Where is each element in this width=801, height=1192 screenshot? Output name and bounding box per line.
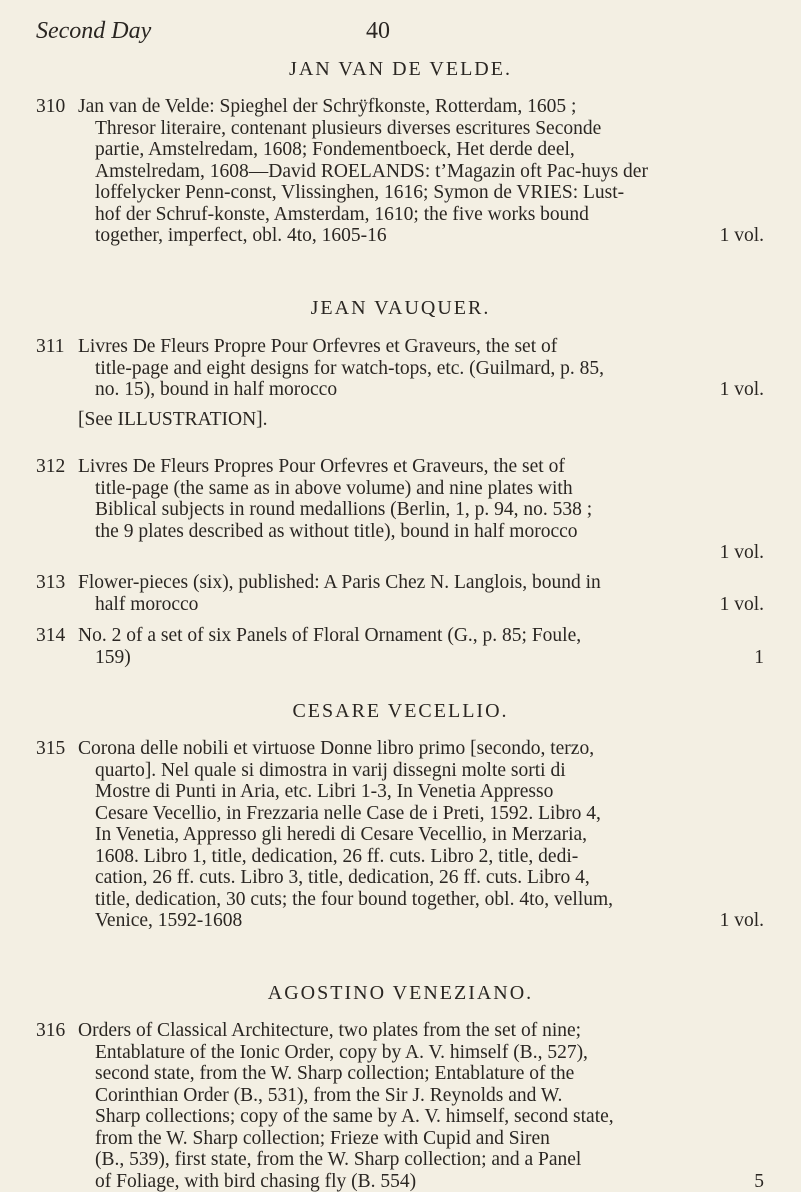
section-heading-veneziano: AGOSTINO VENEZIANO. xyxy=(0,982,801,1005)
lot-entry-316 xyxy=(78,1020,764,1192)
entry-line: No. 2 of a set of six Panels of Floral Ornament (G., p. 85; Foule, xyxy=(78,625,764,647)
entry-line: partie, Amstelredam, 1608; Fondementboeck, Het derde deel, xyxy=(78,139,764,161)
entry-line: title-page and eight designs for watch-tops, etc. (Guilmard, p. 85, xyxy=(78,358,764,380)
lot-number-313: 313 xyxy=(36,572,92,594)
running-head-day: Second Day xyxy=(36,18,151,45)
entry-line: Orders of Classical Architecture, two plates from the set of nine; xyxy=(78,1020,764,1042)
entry-line: title-page (the same as in above volume) and nine plates with xyxy=(78,478,764,500)
entry-line-text: Venice, 1592-1608 xyxy=(95,910,242,931)
volume-count: 1 vol. xyxy=(720,379,764,401)
lot-number-310: 310 xyxy=(36,96,92,118)
entry-line: Livres De Fleurs Propre Pour Orfevres et Graveurs, the set of xyxy=(78,336,764,358)
page-header xyxy=(36,18,765,48)
entry-line: second state, from the W. Sharp collection; Entablature of the xyxy=(78,1063,764,1085)
entry-line-text: of Foliage, with bird chasing fly (B. 554) xyxy=(95,1171,416,1192)
entry-line-last xyxy=(78,379,764,401)
entry-line: Livres De Fleurs Propres Pour Orfevres et Graveurs, the set of xyxy=(78,456,764,478)
lot-entry-313 xyxy=(78,572,764,615)
entry-line: Mostre di Punti in Aria, etc. Libri 1-3, In Venetia Appresso xyxy=(78,781,764,803)
lot-entry-311 xyxy=(78,336,764,430)
entry-line: (B., 539), first state, from the W. Sharp collection; and a Panel xyxy=(78,1149,764,1171)
entry-line: Entablature of the Ionic Order, copy by A. V. himself (B., 527), xyxy=(78,1042,764,1064)
lot-entry-312 xyxy=(78,456,764,564)
lot-number-311: 311 xyxy=(36,336,92,358)
entry-line: Amstelredam, 1608—David ROELANDS: t’Magazin oft Pac-huys der xyxy=(78,161,764,183)
lot-entry-315 xyxy=(78,738,764,932)
entry-line: Biblical subjects in round medallions (Berlin, 1, p. 94, no. 538 ; xyxy=(78,499,764,521)
volume-count: 1 vol. xyxy=(720,594,764,616)
see-illustration-note: [See ILLUSTRATION]. xyxy=(78,409,764,431)
entry-line: In Venetia, Appresso gli heredi di Cesare Vecellio, in Merzaria, xyxy=(78,824,764,846)
volume-count: 1 vol. xyxy=(720,542,764,564)
entry-line: Flower-pieces (six), published: A Paris Chez N. Langlois, bound in xyxy=(78,572,764,594)
entry-line: Corinthian Order (B., 531), from the Sir J. Reynolds and W. xyxy=(78,1085,764,1107)
lot-number-316: 316 xyxy=(36,1020,92,1042)
entry-line-volume xyxy=(78,542,764,564)
entry-line: Sharp collections; copy of the same by A. V. himself, second state, xyxy=(78,1106,764,1128)
entry-line-text: no. 15), bound in half morocco xyxy=(95,379,337,400)
entry-line-last xyxy=(78,594,764,616)
entry-line: 1608. Libro 1, title, dedication, 26 ff. cuts. Libro 2, title, dedi- xyxy=(78,846,764,868)
page-number: 40 xyxy=(366,18,390,45)
entry-line: hof der Schruf-konste, Amsterdam, 1610; the five works bound xyxy=(78,204,764,226)
entry-line-last xyxy=(78,1171,764,1192)
lot-entry-314 xyxy=(78,625,764,668)
entry-line-last xyxy=(78,647,764,669)
entry-line-last xyxy=(78,225,764,247)
entry-line: the 9 plates described as without title), bound in half morocco xyxy=(78,521,764,543)
entry-line: cation, 26 ff. cuts. Libro 3, title, dedication, 26 ff. cuts. Libro 4, xyxy=(78,867,764,889)
entry-line: Thresor literaire, contenant plusieurs diverses escritures Seconde xyxy=(78,118,764,140)
volume-count: 1 xyxy=(754,647,764,669)
entry-line: Jan van de Velde: Spieghel der Schrÿfkonste, Rotterdam, 1605 ; xyxy=(78,96,764,118)
entry-line: title, dedication, 30 cuts; the four bound together, obl. 4to, vellum, xyxy=(78,889,764,911)
entry-line: Cesare Vecellio, in Frezzaria nelle Case de i Preti, 1592. Libro 4, xyxy=(78,803,764,825)
entry-line-last xyxy=(78,910,764,932)
entry-line-text: 159) xyxy=(95,647,131,668)
section-heading-van-de-velde: JAN VAN DE VELDE. xyxy=(0,58,801,81)
entry-line: Corona delle nobili et virtuose Donne libro primo [secondo, terzo, xyxy=(78,738,764,760)
entry-line: from the W. Sharp collection; Frieze with Cupid and Siren xyxy=(78,1128,764,1150)
section-heading-vecellio: CESARE VECELLIO. xyxy=(0,700,801,723)
section-heading-vauquer: JEAN VAUQUER. xyxy=(0,297,801,320)
entry-line-text: half morocco xyxy=(95,594,198,615)
lot-number-312: 312 xyxy=(36,456,92,478)
volume-count: 1 vol. xyxy=(720,225,764,247)
volume-count: 1 vol. xyxy=(720,910,764,932)
entry-line: quarto]. Nel quale si dimostra in varij dissegni molte sorti di xyxy=(78,760,764,782)
lot-number-315: 315 xyxy=(36,738,92,760)
entry-line-text: together, imperfect, obl. 4to, 1605-16 xyxy=(95,225,387,246)
lot-entry-310 xyxy=(78,96,764,247)
entry-line: loffelycker Penn-const, Vlissinghen, 1616; Symon de VRIES: Lust- xyxy=(78,182,764,204)
volume-count: 5 xyxy=(754,1171,764,1192)
lot-number-314: 314 xyxy=(36,625,92,647)
